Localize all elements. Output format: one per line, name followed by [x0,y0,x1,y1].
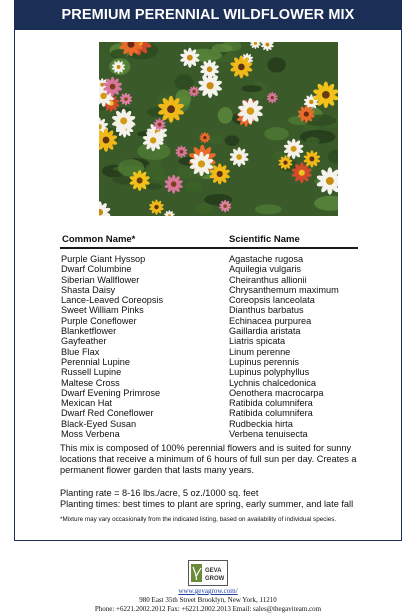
scientific-name-header: Scientific Name [229,234,300,245]
common-name-cell: Sweet William Pinks [61,305,144,316]
common-name-cell: Purple Coneflower [61,315,137,326]
common-name-cell: Blanketflower [61,326,117,337]
common-name-header: Common Name* [62,234,136,245]
common-name-column [61,254,163,439]
common-name-cell: Black-Eyed Susan [61,418,137,429]
scientific-name-cell: Rudbeckia hirta [229,418,293,429]
scientific-name-cell: Coreopsis lanceolata [229,295,315,306]
footer-website[interactable]: www.gevagrow.com/ [178,587,238,595]
svg-text:GEVA: GEVA [205,568,222,574]
planting-rate: Planting rate = 8-16 lbs./acre, 5 oz./1000 sq. feet [60,488,259,498]
scientific-name-cell: Ratibida columnifera [229,398,313,409]
scientific-name-cell: Gaillardia aristata [229,326,301,337]
common-name-cell: Siberian Wallflower [61,274,140,285]
common-name-cell: Dwarf Columbine [61,264,132,275]
common-name-cell: Moss Verbena [61,429,120,440]
scientific-name-cell: Cheiranthus allionii [229,274,307,285]
mix-description: This mix is composed of 100% perennial flowers and is suited for sunny locations that receive a minimum of 6 hours of full sun per day. Creates a permanent flower garden that lasts many years. [60,443,357,476]
footer-address: 980 East 35th Street Brooklyn, New York, 11210 [139,596,277,604]
common-name-cell: Purple Giant Hyssop [61,254,146,264]
scientific-name-cell: Verbena tenuisecta [229,429,308,440]
common-name-cell: Shasta Daisy [61,284,116,295]
page-title: PREMIUM PERENNIAL WILDFLOWER MIX [14,0,402,30]
wildflower-photo [99,42,338,216]
header-rule [60,247,358,249]
scientific-name-cell: Ratibida columnifera [229,408,313,419]
scientific-name-cell: Dianthus barbatus [229,305,304,316]
scientific-name-cell: Chrysanthemum maximum [229,284,339,295]
availability-footnote: *Mixture may vary occasionally from the indicated listing, based on availability of individual species. [60,516,337,523]
scientific-name-column [229,254,339,439]
scientific-name-cell: Liatris spicata [229,336,286,347]
common-name-cell: Dwarf Evening Primrose [61,387,161,398]
common-name-cell: Mexican Hat [61,398,113,409]
common-name-cell: Perennial Lupine [61,356,130,367]
planting-times: Planting times: best times to plant are spring, early summer, and late fall [60,499,354,509]
common-name-cell: Blue Flax [61,346,100,357]
scientific-name-cell: Lupinus perennis [229,356,299,367]
common-name-cell: Lance-Leaved Coreopsis [61,295,164,306]
scientific-name-cell: Linum perenne [229,346,291,357]
svg-text:GROW: GROW [205,576,225,582]
common-name-cell: Russell Lupine [61,367,122,378]
scientific-name-cell: Lychnis chalcedonica [229,377,316,388]
scientific-name-cell: Agastache rugosa [229,254,304,264]
scientific-name-cell: Echinacea purpurea [229,315,312,326]
common-name-cell: Gayfeather [61,336,107,347]
common-name-cell: Dwarf Red Coneflower [61,408,154,419]
scientific-name-cell: Aquilegia vulgaris [229,264,302,275]
scientific-name-cell: Oenothera macrocarpa [229,387,324,398]
footer-contact: Phone: +6221.2002.2012 Fax: +6221.2002.2013 Email: sales@thegaviteam.com [94,605,322,613]
scientific-name-cell: Lupinus polyphyllus [229,367,310,378]
common-name-cell: Maltese Cross [61,377,120,388]
geva-grow-logo [188,560,228,586]
